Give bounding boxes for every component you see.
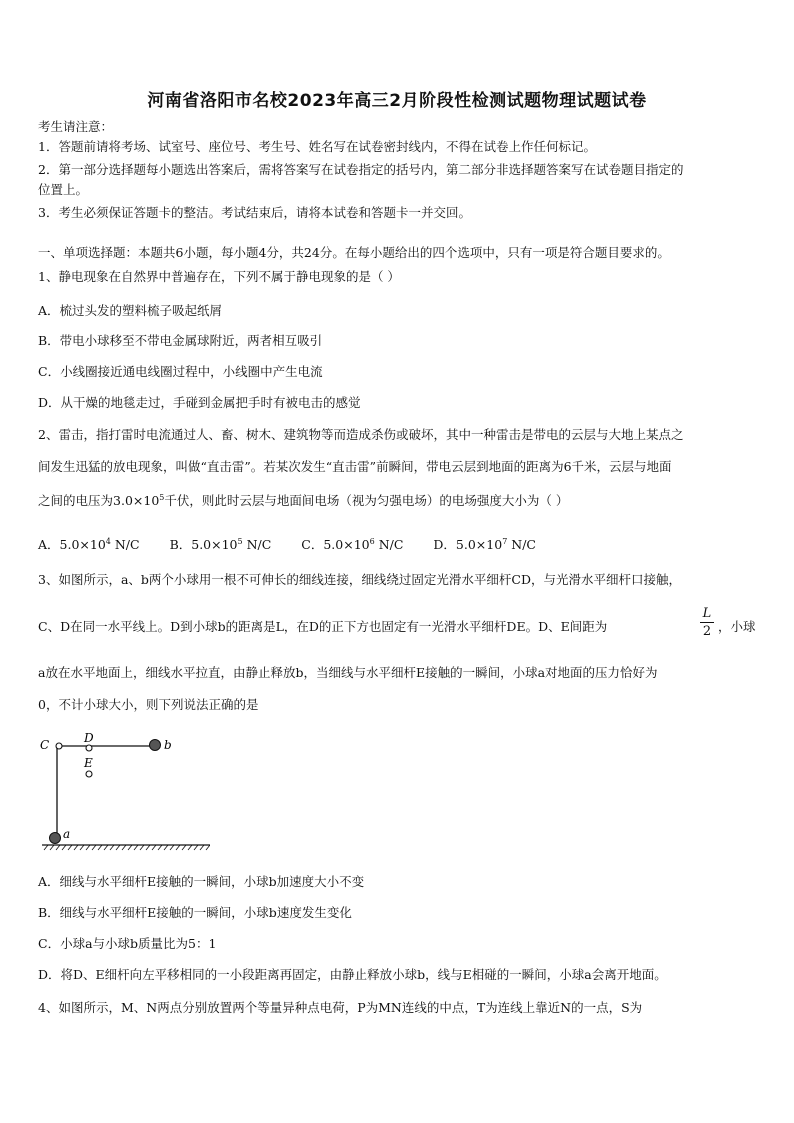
q2-options	[38, 535, 758, 553]
q2-line-1: 2、雷击，指打雷时电流通过人、畜、树木、建筑物等而造成杀伤或破坏，其中一种雷击是带电的云层与大地上某点之	[38, 427, 684, 442]
q2-option-c: C．$5.0\times 10^6$ N/C	[301, 536, 404, 552]
notice-item-3: 3．考生必须保证答题卡的整洁。考试结束后，请将本试卷和答题卡一并交回。	[38, 205, 471, 220]
q2-line-3	[38, 492, 758, 510]
ball-a	[50, 833, 61, 844]
label-c: C	[40, 738, 50, 752]
label-b: b	[164, 738, 172, 752]
notice-heading: 考生请注意：	[38, 119, 114, 134]
exam-title: 河南省洛阳市名校2023年高三2月阶段性检测试题物理试题试卷	[147, 91, 647, 111]
q3-option-d: D．将D、E细杆向左平移相同的一小段距离再固定，由静止释放小球b，线与E相碰的一瞬间，小球a会离开地面。	[38, 967, 667, 982]
q1-option-c: C．小线圈接近通电线圈过程中，小线圈中产生电流	[38, 364, 323, 379]
fraction-bar	[700, 622, 714, 623]
q2-line-3-post: 千伏，则此时云层与地面间电场（视为匀强电场）的电场强度大小为（ ）	[164, 493, 569, 508]
notice-item-2: 2．第一部分选择题每小题选出答案后，需将答案写在试卷指定的括号内，第二部分非选择题答案写在试卷题目指定的	[38, 162, 684, 177]
q2-voltage-base: 3.0×10	[113, 493, 160, 508]
q3-option-b: B．细线与水平细杆E接触的一瞬间，小球b速度发生变化	[38, 905, 352, 920]
q2-voltage	[113, 493, 164, 508]
notice-item-2-cont: 位置上。	[38, 182, 89, 197]
q2-option-b: B．$5.0\times 10^5$ N/C	[169, 536, 272, 552]
q3-line-2: C、D在同一水平线上。D到小球b的距离是L，在D的正下方也固定有一光滑水平细杆DE。D、E间距为	[38, 619, 608, 634]
q3-fraction-numerator: L	[702, 606, 712, 621]
peg-e	[86, 771, 92, 777]
q1-stem: 1、静电现象在自然界中普遍存在，下列不属于静电现象的是（ ）	[38, 269, 400, 284]
q1-option-b: B．带电小球移至不带电金属球附近，两者相互吸引	[38, 333, 323, 348]
label-a: a	[63, 827, 71, 841]
q4-line-1: 4、如图所示，M、N两点分别放置两个等量异种点电荷，P为MN连线的中点，T为连线上靠近N的一点，S为	[38, 1000, 643, 1015]
peg-c	[56, 743, 62, 749]
q2-line-3-pre: 之间的电压为	[38, 493, 114, 508]
q3-line-1: 3、如图所示，a、b两个小球用一根不可伸长的细线连接，细线绕过固定光滑水平细杆CD，与光滑水平细杆口接触，	[38, 572, 681, 587]
q3-line-4: 0，不计小球大小，则下列说法正确的是	[38, 697, 259, 712]
q3-line-2-end: ，小球	[718, 619, 756, 634]
q2-line-2: 间发生迅猛的放电现象，叫做“直击雷”。若某次发生“直击雷”前瞬间，带电云层到地面的距离为6千米，云层与地面	[38, 459, 672, 474]
q3-fraction	[700, 606, 714, 639]
q2-voltage-exp: 5	[159, 492, 165, 502]
q2-option-d: D．$5.0\times 10^7$ N/C	[433, 536, 536, 552]
ground-hatch	[44, 845, 210, 850]
label-d: D	[84, 731, 94, 745]
q3-option-a: A．细线与水平细杆E接触的一瞬间，小球b加速度大小不变	[38, 874, 365, 889]
q1-option-d: D．从干燥的地毯走过，手碰到金属把手时有被电击的感觉	[38, 395, 361, 410]
peg-d	[86, 745, 92, 751]
notice-item-1: 1．答题前请将考场、试室号、座位号、考生号、姓名写在试卷密封线内，不得在试卷上作任何标记。	[38, 139, 596, 154]
label-e: E	[84, 756, 93, 770]
q3-figure	[30, 728, 210, 854]
q1-option-a: A．梳过头发的塑料梳子吸起纸屑	[38, 303, 223, 318]
q3-fraction-denominator: 2	[702, 624, 712, 639]
q3-line-3: a放在水平地面上，细线水平拉直，由静止释放b，当细线与水平细杆E接触的一瞬间，小球a对地面的压力恰好为	[38, 665, 658, 680]
q3-option-c: C．小球a与小球b质量比为5：1	[38, 936, 217, 951]
q2-option-a: A．$5.0\times 10^4$ N/C	[38, 536, 140, 552]
section-heading: 一、单项选择题：本题共6小题，每小题4分，共24分。在每小题给出的四个选项中，只有一项是符合题目要求的。	[38, 245, 670, 260]
ball-b	[150, 740, 161, 751]
